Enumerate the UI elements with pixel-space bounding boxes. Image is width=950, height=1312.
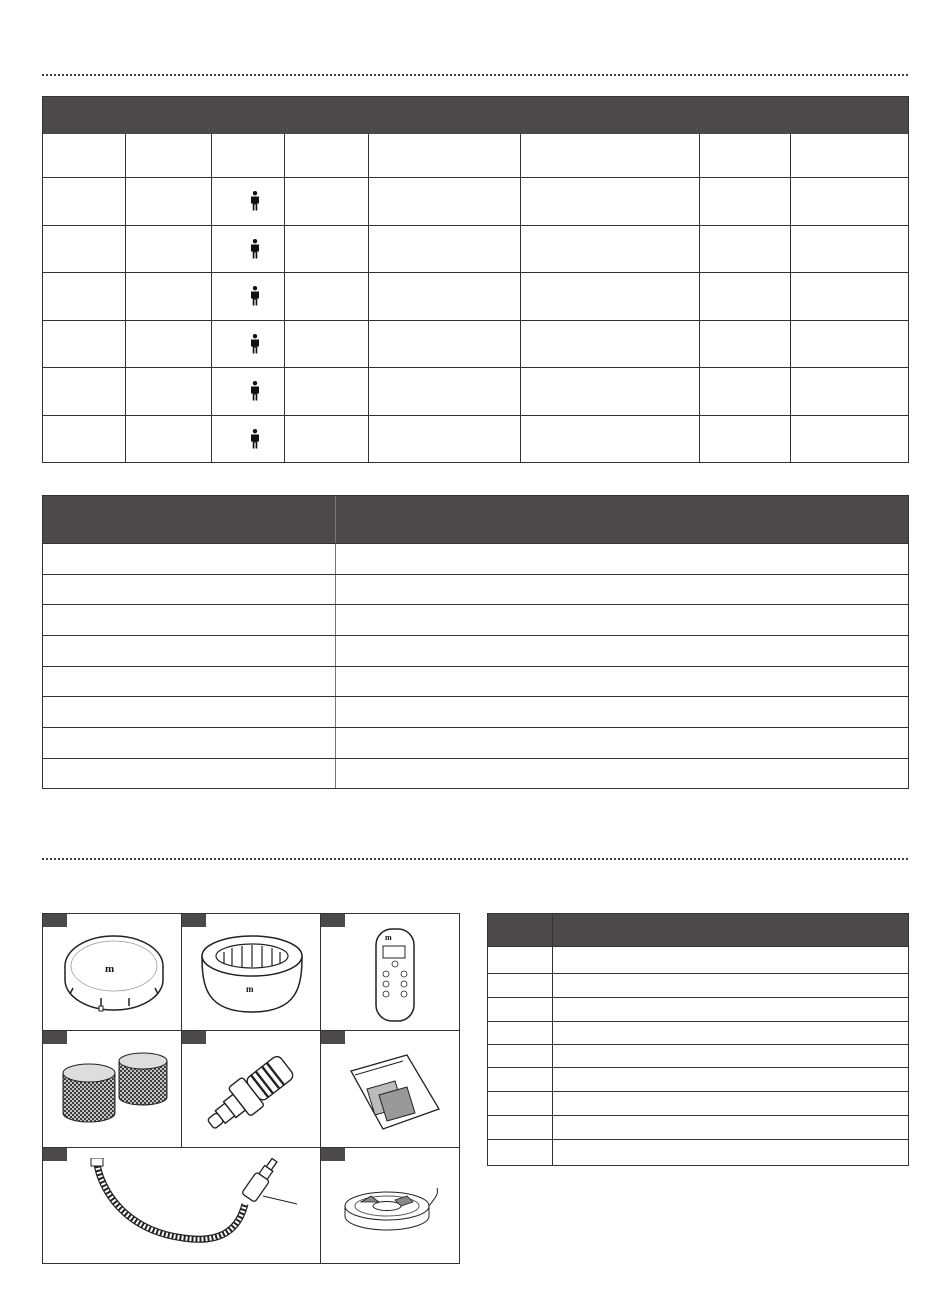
row-divider [488,946,908,947]
item-number-tag [321,914,345,927]
repair-patches-icon [345,1045,445,1135]
row-divider [43,272,908,273]
row-divider [43,543,908,544]
row-divider [43,320,908,321]
item-number-tag [321,1031,345,1044]
item-cover [43,914,182,1031]
col-divider [125,134,126,462]
item-number-tag [43,1031,67,1044]
col-divider [552,914,553,1165]
row-divider [488,1115,908,1116]
row-divider [488,997,908,998]
item-valve [182,1031,321,1148]
person-icon [249,191,261,211]
row-divider [43,225,908,226]
row-divider [43,415,908,416]
spa-cover-icon [59,926,169,1026]
col-divider [790,134,791,462]
person-icon [249,286,261,306]
row-divider [43,635,908,636]
row-divider [43,177,908,178]
middle-separator [42,858,908,860]
row-divider [488,1139,908,1140]
contents-grid [42,913,460,1264]
row-divider [43,727,908,728]
item-patches [321,1031,459,1148]
col-divider [699,134,700,462]
item-tub [182,914,321,1031]
row-divider [43,604,908,605]
remote-control-icon [371,926,421,1026]
item-number-tag [182,1031,206,1044]
row-divider [43,367,908,368]
row-divider [43,666,908,667]
row-divider [43,758,908,759]
col-divider [284,134,285,462]
top-separator [42,74,908,76]
person-icon [249,429,261,449]
col-divider [368,134,369,462]
item-number-tag [43,1148,67,1161]
person-icon [249,334,261,354]
sealing-tape-icon [339,1168,443,1248]
item-filters [43,1031,182,1148]
svg-text:m: m [105,963,115,975]
col-divider [335,496,336,788]
item-number-tag [321,1148,345,1161]
features-table [42,495,909,789]
svg-text:m: m [385,933,392,942]
row-divider [488,973,908,974]
row-divider [488,1091,908,1092]
item-remote [321,914,459,1031]
row-divider [488,1021,908,1022]
spa-tub-icon [196,926,308,1026]
item-tape [321,1148,459,1263]
item-hose [43,1148,321,1263]
filter-cartridges-icon [61,1051,169,1131]
row-divider [488,1067,908,1068]
features-table-header [43,496,908,543]
spec-table-header [43,97,908,134]
col-divider [520,134,521,462]
row-divider [43,696,908,697]
parts-table-header [488,914,908,946]
connector-valve-icon [196,1045,306,1141]
inflation-hose-icon [83,1158,305,1254]
col-divider [211,134,212,462]
row-divider [488,1044,908,1045]
person-icon [249,239,261,259]
person-icon [249,381,261,401]
svg-text:m: m [246,984,254,994]
parts-table [487,913,909,1166]
spec-table [42,96,909,463]
row-divider [43,574,908,575]
